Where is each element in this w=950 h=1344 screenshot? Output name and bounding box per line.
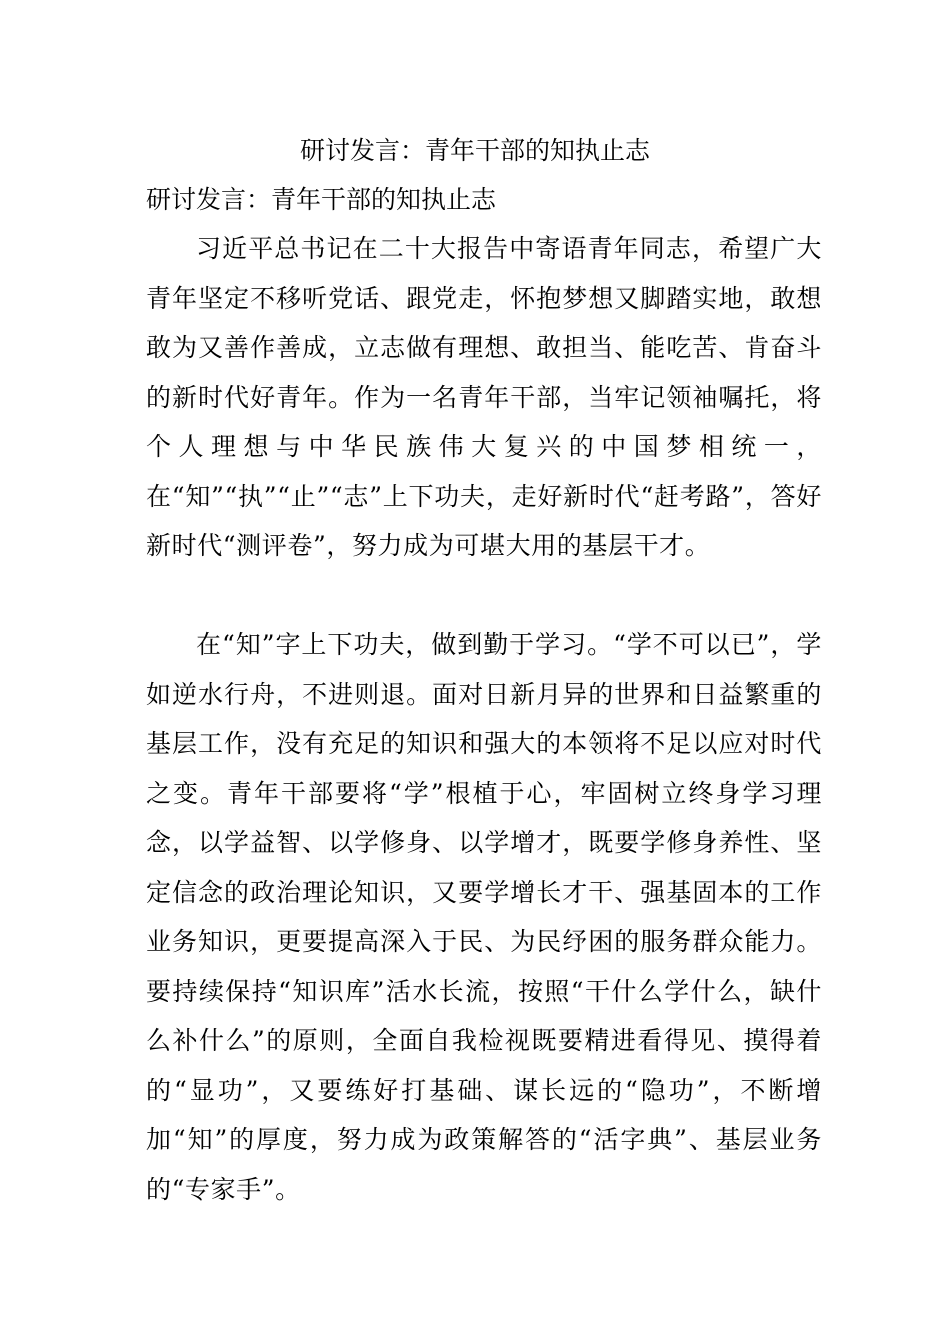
body-paragraph-1: 习近平总书记在二十大报告中寄语青年同志，希望广大青年坚定不移听党话、跟党走，怀抱梦想又脚踏实地，敢想敢为又善作善成，立志做有理想、敢担当、能吃苦、肯奋斗的新时代好青年。作为一名青年干部，当牢记领袖嘱托，将个人理想与中华民族伟大复兴的中国梦相统一，在“知”“执”“止”“志”上下功夫，走好新时代“赶考路”，答好新时代“测评卷”，努力成为可堪大用的基层干才。 [146,234,822,560]
document-subtitle: 研讨发言：青年干部的知执止志 [146,185,497,214]
document-title: 研讨发言：青年干部的知执止志 [299,136,650,165]
body-paragraph-2: 在“知”字上下功夫，做到勤于学习。“学不可以已”，学如逆水行舟，不进则退。面对日新月异的世界和日益繁重的基层工作，没有充足的知识和强大的本领将不足以应对时代之变。青年干部要将“学”根植于心，牢固树立终身学习理念，以学益智、以学修身、以学增才，既要学修身养性、坚定信念的政治理论知识，又要学增长才干、强基固本的工作业务知识，更要提高深入于民、为民纾困的服务群众能力。要持续保持“知识库”活水长流，按照“干什么学什么，缺什么补什么”的原则，全面自我检视既要精进看得见、摸得着的“显功”，又要练好打基础、谋长远的“隐功”，不断增加“知”的厚度，努力成为政策解答的“活字典”、基层业务的“专家手”。 [146,630,822,1204]
